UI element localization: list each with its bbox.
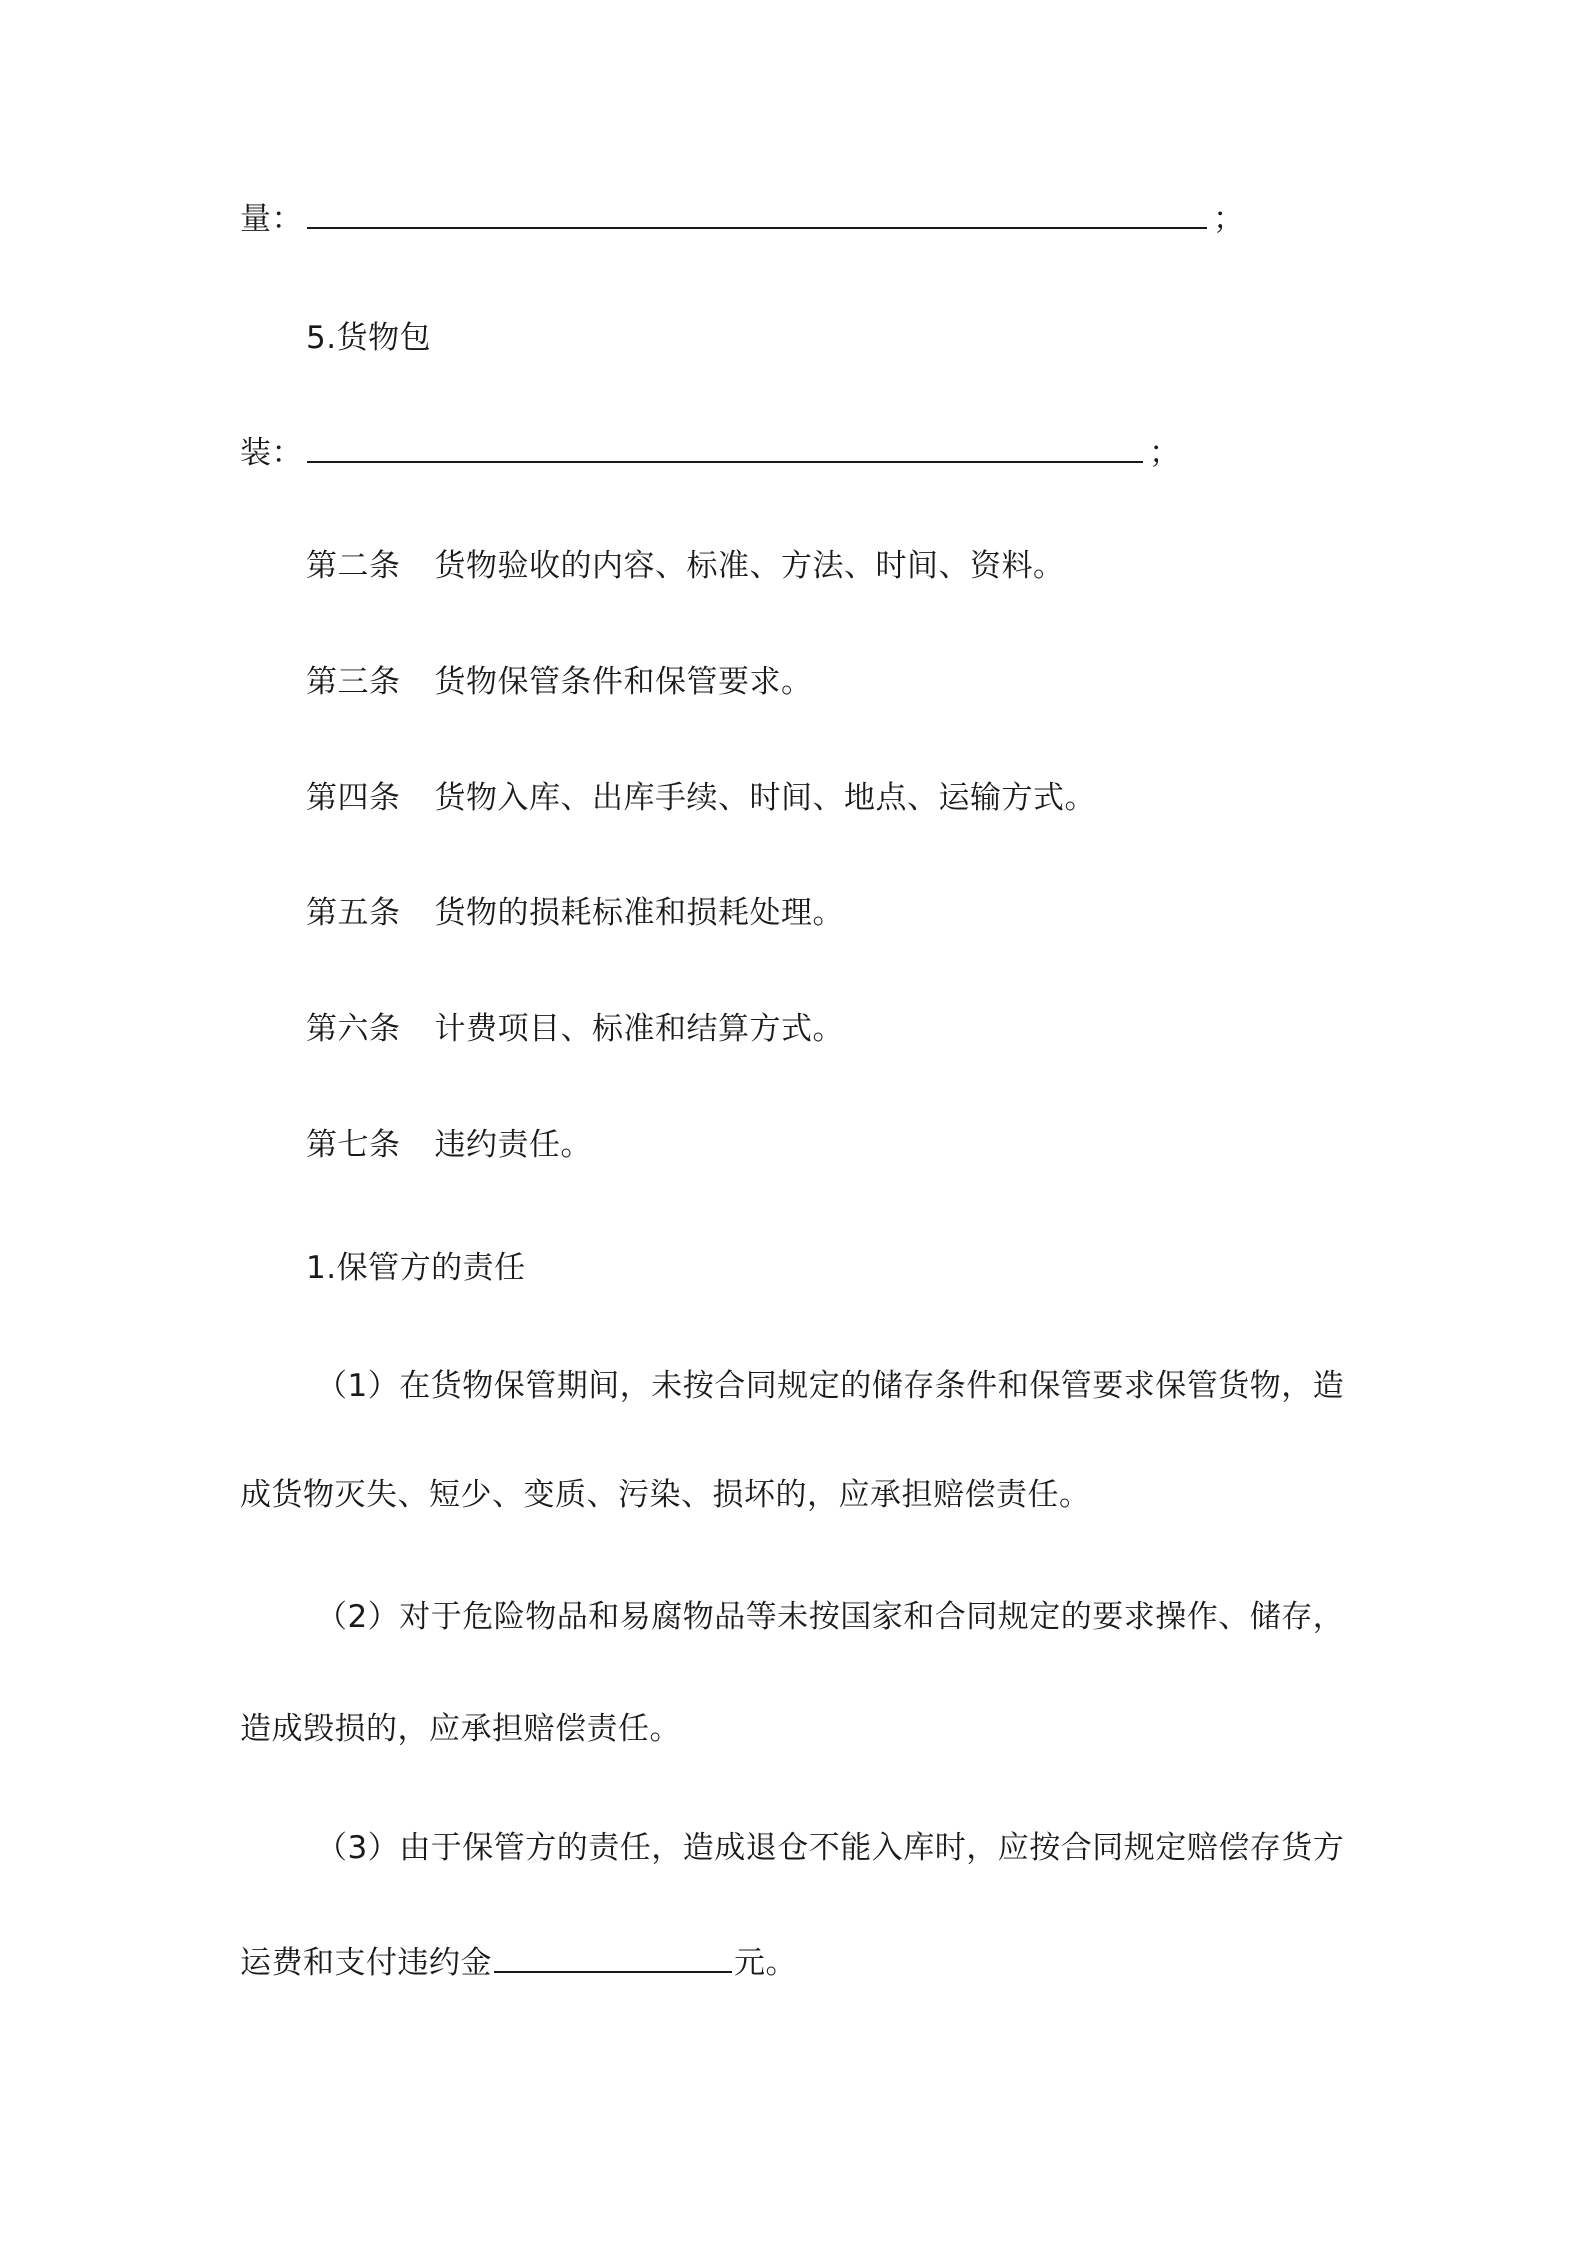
article-5-number: 第五条 (306, 895, 401, 931)
article-6-number: 第六条 (306, 1011, 401, 1047)
article-4-number: 第四条 (306, 780, 401, 816)
article-7 (306, 1125, 592, 1165)
packaging-label: 装： (240, 435, 303, 471)
packaging-blank[interactable] (307, 431, 1143, 463)
article-3-number: 第三条 (306, 664, 401, 700)
clause-3-line-1: （3）由于保管方的责任，造成退仓不能入库时，应按合同规定赔偿存货方 (316, 1830, 1345, 1866)
article-2 (306, 546, 1065, 586)
article-5 (306, 893, 844, 933)
clause-3-end: 元。 (734, 1945, 797, 1981)
clause-1-line-2: 成货物灭失、短少、变质、污染、损坏的，应承担赔偿责任。 (240, 1477, 1091, 1513)
quantity-line (240, 197, 1245, 239)
article-7-number: 第七条 (306, 1127, 401, 1163)
quantity-blank[interactable] (307, 197, 1207, 229)
custodian-responsibility-heading: 1.保管方的责任 (306, 1250, 526, 1286)
packaging-heading: 5.货物包 (306, 320, 432, 356)
article-3-text: 货物保管条件和保管要求。 (434, 664, 813, 700)
article-3 (306, 662, 813, 702)
article-4-text: 货物入库、出库手续、时间、地点、运输方式。 (434, 780, 1096, 816)
clause-2-line-1: （2）对于危险物品和易腐物品等未按国家和合同规定的要求操作、储存， (316, 1599, 1345, 1635)
article-4 (306, 778, 1096, 818)
article-7-text: 违约责任。 (434, 1127, 592, 1163)
article-2-text: 货物验收的内容、标准、方法、时间、资料。 (434, 548, 1065, 584)
article-5-text: 货物的损耗标准和损耗处理。 (434, 895, 844, 931)
clause-3-line-2 (240, 1941, 797, 1983)
penalty-amount-blank[interactable] (494, 1941, 732, 1973)
quantity-end: ； (1213, 201, 1245, 237)
article-6-text: 计费项目、标准和结算方式。 (434, 1011, 844, 1047)
quantity-label: 量： (240, 201, 303, 237)
clause-1-line-1: （1）在货物保管期间，未按合同规定的储存条件和保管要求保管货物，造 (316, 1368, 1345, 1404)
article-6 (306, 1009, 844, 1049)
clause-3-text: 运费和支付违约金 (240, 1945, 492, 1981)
packaging-end: ； (1149, 435, 1181, 471)
article-2-number: 第二条 (306, 548, 401, 584)
packaging-line (240, 431, 1181, 473)
clause-2-line-2: 造成毁损的，应承担赔偿责任。 (240, 1711, 681, 1747)
